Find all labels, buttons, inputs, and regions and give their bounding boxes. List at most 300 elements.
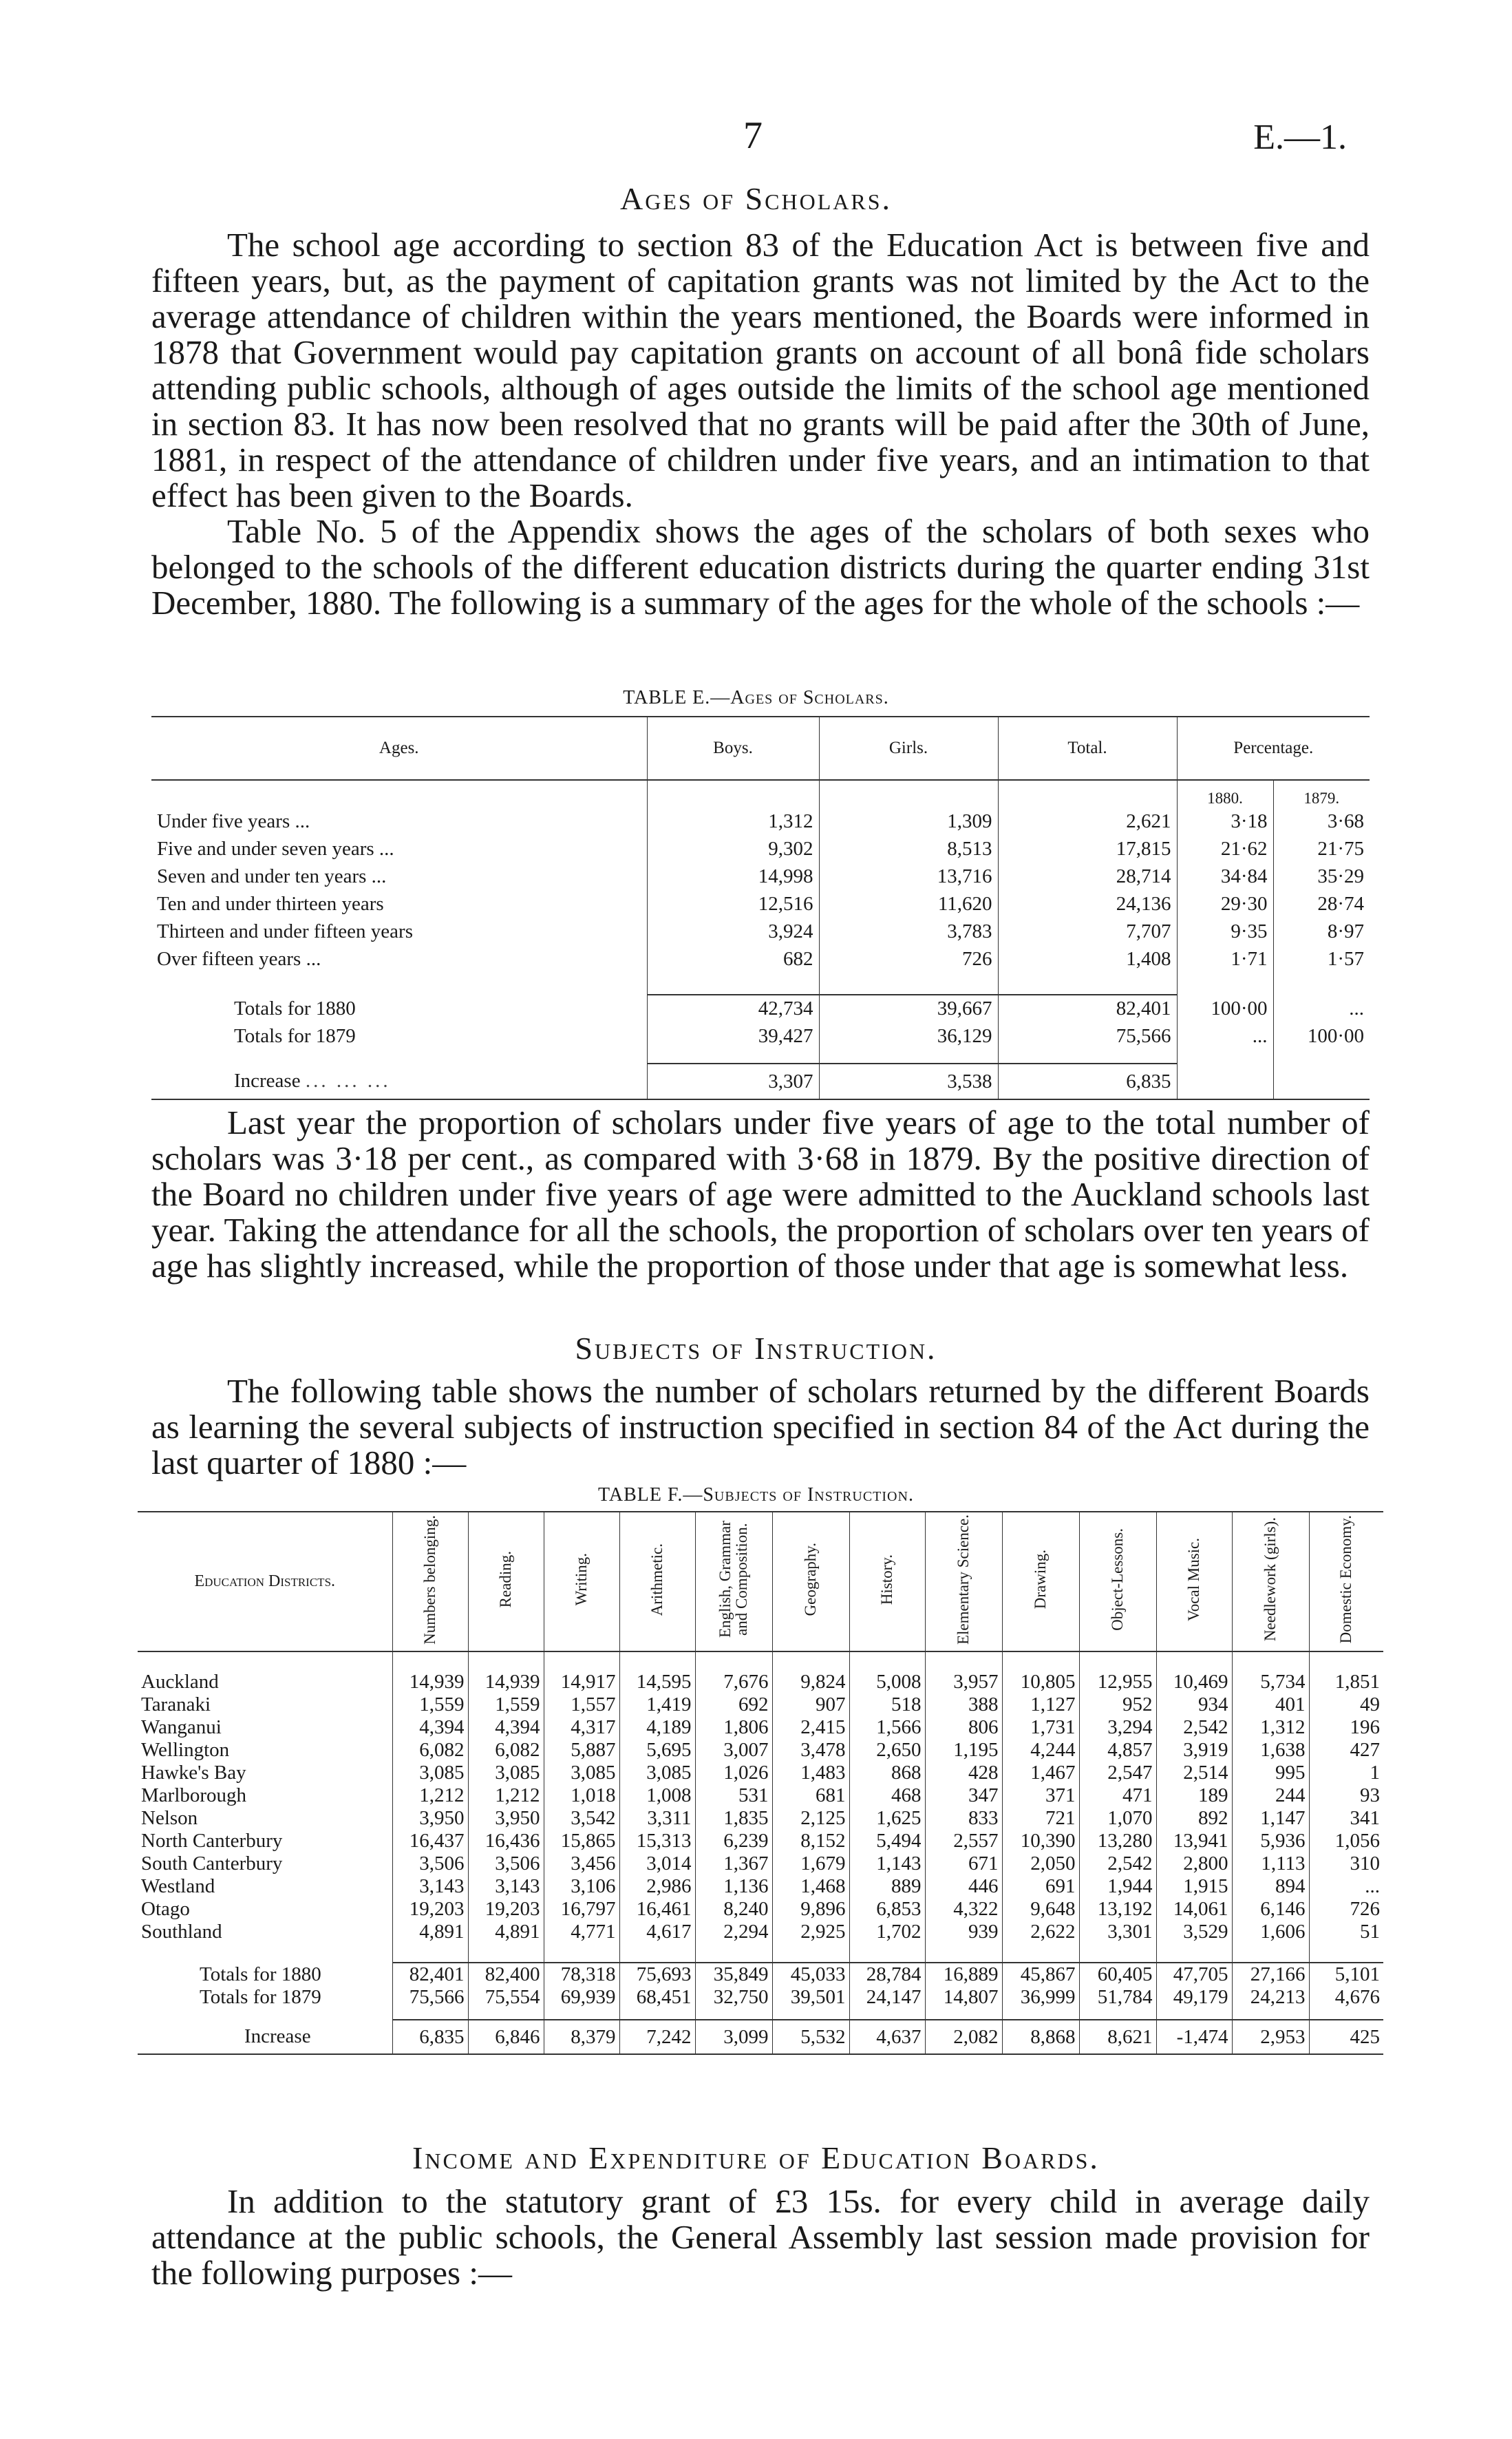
table-e-totals-boys: 39,427	[647, 1022, 819, 1050]
table-e-cell-boys: 3,924	[647, 918, 819, 945]
table-e-caption-prefix: TABLE E.—	[623, 687, 731, 708]
table-f-cell: 4,317	[544, 1716, 619, 1739]
table-e-cell-total: 17,815	[998, 835, 1177, 863]
table-f-cell: 3,311	[619, 1807, 695, 1830]
table-f-increase-cell: 5,532	[772, 2020, 849, 2054]
table-f-header-9	[1002, 1512, 1079, 1651]
table-f-cell: 1,467	[1002, 1762, 1079, 1784]
table-f-totals-cell: 60,405	[1079, 1963, 1156, 1986]
table-f-cell: 1,113	[1232, 1852, 1309, 1875]
table-f-cell: 939	[925, 1921, 1002, 1943]
table-f-cell: 3,542	[544, 1807, 619, 1830]
table-f-cell: 894	[1232, 1875, 1309, 1898]
table-f-increase-cell: 6,835	[392, 2020, 468, 2054]
table-f-cell: 51	[1309, 1921, 1383, 1943]
table-e-cell-girls: 1,309	[819, 807, 998, 835]
table-f-cell: 2,925	[772, 1921, 849, 1943]
table-f-row	[138, 1852, 1383, 1875]
table-f-district: Westland	[141, 1875, 215, 1897]
table-f-cell: 1,468	[772, 1875, 849, 1898]
table-f-cell: 1,070	[1079, 1807, 1156, 1830]
table-f-cell: 721	[1002, 1807, 1079, 1830]
table-f-increase-cell: 2,953	[1232, 2020, 1309, 2054]
ages-paragraph-2: Table No. 5 of the Appendix shows the ages of the scholars of both sexes who belonged to the schools of the different education districts during the quarter ending 31st December, 1880. The following is a summary of the ages for the whole of the schools :—	[151, 512, 1370, 622]
table-e-row	[151, 890, 1370, 918]
table-f-cell: 531	[695, 1784, 772, 1807]
table-f-cell: 2,986	[619, 1875, 695, 1898]
table-f-totals-cell: 45,033	[772, 1963, 849, 1986]
table-f-district: Wellington	[141, 1739, 230, 1761]
income-text	[151, 2184, 1370, 2291]
table-f-totals-cell: 36,999	[1002, 1986, 1079, 2009]
table-f-cell: 1,806	[695, 1716, 772, 1739]
table-f-district: North Canterbury	[141, 1830, 283, 1852]
table-f-cell: 5,734	[1232, 1671, 1309, 1693]
table-f-cell: 1,566	[849, 1716, 925, 1739]
table-e-row-label: Ten and under thirteen years	[157, 892, 384, 915]
table-f-header-10	[1079, 1512, 1156, 1651]
table-e-header-girls: Girls.	[819, 717, 998, 780]
table-f-cell: 726	[1309, 1898, 1383, 1921]
table-f-increase-cell: 8,621	[1079, 2020, 1156, 2054]
table-f-cell: 3,085	[619, 1762, 695, 1784]
table-f-cell: 3,085	[544, 1762, 619, 1784]
table-e-cell-girls: 3,783	[819, 918, 998, 945]
table-f-cell: 4,394	[392, 1716, 468, 1739]
table-e-header-total: Total.	[998, 717, 1177, 780]
table-f-header-label: Arithmetic.	[648, 1543, 666, 1616]
table-f-cell: 3,143	[468, 1875, 544, 1898]
table-e-year-1879: 1879.	[1273, 780, 1370, 807]
table-e-cell-p1879: 21·75	[1273, 835, 1370, 863]
table-e-totals-p1879: ...	[1273, 995, 1370, 1022]
table-f-row	[138, 1716, 1383, 1739]
table-f-increase-cell: 425	[1309, 2020, 1383, 2054]
table-e-header-row	[151, 717, 1370, 780]
table-f-cell: 4,617	[619, 1921, 695, 1943]
table-f-row	[138, 1739, 1383, 1762]
table-f-cell: 1,147	[1232, 1807, 1309, 1830]
table-f-cell: 3,950	[392, 1807, 468, 1830]
table-f-cell: 14,939	[392, 1671, 468, 1693]
table-e-cell-p1879: 28·74	[1273, 890, 1370, 918]
table-f-header-label: Elementary Science.	[955, 1514, 972, 1645]
table-f-increase-label: Increase	[244, 2025, 311, 2047]
table-f-cell: 9,648	[1002, 1898, 1079, 1921]
table-e-cell-boys: 9,302	[647, 835, 819, 863]
table-f-cell: 1,056	[1309, 1830, 1383, 1852]
page-number: 7	[743, 114, 763, 157]
table-f-cell: 401	[1232, 1693, 1309, 1716]
table-e-cell-p1879: 1·57	[1273, 945, 1370, 973]
table-f-cell: 1,915	[1156, 1875, 1232, 1898]
table-f-cell: 1,625	[849, 1807, 925, 1830]
table-f-cell: 3,085	[392, 1762, 468, 1784]
table-f-row	[138, 1784, 1383, 1807]
table-f-cell: 1,018	[544, 1784, 619, 1807]
table-f-cell: 4,394	[468, 1716, 544, 1739]
table-e-totals-row	[151, 995, 1370, 1022]
table-e-totals-row	[151, 1022, 1370, 1050]
ages-heading: Ages of Scholars.	[619, 181, 893, 216]
table-f-header-label: Domestic Economy.	[1337, 1515, 1355, 1644]
table-f-header-4	[619, 1512, 695, 1651]
table-f-header-label: Needlework (girls).	[1261, 1517, 1279, 1642]
table-f-cell: 1,638	[1232, 1739, 1309, 1762]
table-e-totals-p1879: 100·00	[1273, 1022, 1370, 1050]
table-f-totals-label: Totals for 1880	[200, 1963, 321, 1985]
table-f-cell: 5,936	[1232, 1830, 1309, 1852]
table-e-totals-label: Totals for 1880	[234, 997, 356, 1020]
table-f-totals-cell: 82,401	[392, 1963, 468, 1986]
table-f-row	[138, 1693, 1383, 1716]
table-e-cell-boys: 682	[647, 945, 819, 973]
table-f-caption-prefix: TABLE F.—	[598, 1484, 703, 1506]
table-f-cell: 1,143	[849, 1852, 925, 1875]
table-e-cell-boys: 1,312	[647, 807, 819, 835]
table-f-cell: 16,437	[392, 1830, 468, 1852]
table-e-row	[151, 918, 1370, 945]
table-f-row	[138, 1898, 1383, 1921]
table-f-cell: 1,679	[772, 1852, 849, 1875]
ages-paragraph-3: Last year the proportion of scholars under five years of age to the total number of scholars was 3·18 per cent., as compared with 3·68 in 1879. By the positive direction of the Board no children under five years of age were admitted to the Auckland schools last year. Taking the attendance for all the schools, the proportion of scholars over ten years of age has slightly increased, while the proportion of those under that age is somewhat less.	[151, 1104, 1370, 1285]
table-f-totals-cell: 24,147	[849, 1986, 925, 2009]
table-f-totals-cell: 27,166	[1232, 1963, 1309, 1986]
table-e-row	[151, 835, 1370, 863]
table-f-totals-cell: 39,501	[772, 1986, 849, 2009]
table-e-year-row	[151, 780, 1370, 807]
table-f-cell: ...	[1309, 1875, 1383, 1898]
table-f-header-8	[925, 1512, 1002, 1651]
table-f-district: Wanganui	[141, 1716, 222, 1738]
table-f	[138, 1511, 1383, 2055]
table-f-district: Marlborough	[141, 1784, 247, 1806]
table-f-cell: 189	[1156, 1784, 1232, 1807]
table-f-cell: 1,212	[468, 1784, 544, 1807]
table-f-cell: 310	[1309, 1852, 1383, 1875]
table-f-caption	[0, 1484, 1512, 1506]
table-f-increase-cell: 3,099	[695, 2020, 772, 2054]
table-f-header-label: Object-Lessons.	[1109, 1528, 1126, 1631]
table-f-header-label: Drawing.	[1032, 1550, 1049, 1609]
table-f-district: South Canterbury	[141, 1852, 283, 1875]
table-e-cell-p1880: 1·71	[1177, 945, 1273, 973]
table-f-cell: 4,244	[1002, 1739, 1079, 1762]
table-f-cell: 6,082	[392, 1739, 468, 1762]
table-f-cell: 692	[695, 1693, 772, 1716]
table-e-increase-girls: 3,538	[819, 1064, 998, 1099]
table-f-cell: 2,547	[1079, 1762, 1156, 1784]
table-f-cell: 952	[1079, 1693, 1156, 1716]
table-f-row	[138, 1830, 1383, 1852]
table-f-cell: 14,595	[619, 1671, 695, 1693]
table-f-cell: 16,436	[468, 1830, 544, 1852]
table-e-cell-girls: 11,620	[819, 890, 998, 918]
table-f-cell: 1,127	[1002, 1693, 1079, 1716]
table-f-header-3	[544, 1512, 619, 1651]
table-f-cell: 2,294	[695, 1921, 772, 1943]
table-f-cell: 9,824	[772, 1671, 849, 1693]
table-f-row	[138, 1807, 1383, 1830]
table-e-totals-girls: 36,129	[819, 1022, 998, 1050]
table-f-cell: 4,891	[392, 1921, 468, 1943]
table-f-header-1	[392, 1512, 468, 1651]
table-f-header-6	[772, 1512, 849, 1651]
table-f-cell: 1,195	[925, 1739, 1002, 1762]
table-f-cell: 691	[1002, 1875, 1079, 1898]
table-f-cell: 2,125	[772, 1807, 849, 1830]
table-e-row-label: Seven and under ten years ...	[157, 865, 387, 887]
table-e-totals-boys: 42,734	[647, 995, 819, 1022]
table-f-totals-cell: 14,807	[925, 1986, 1002, 2009]
table-f-cell: 2,542	[1079, 1852, 1156, 1875]
table-f-cell: 3,007	[695, 1739, 772, 1762]
table-f-cell: 3,014	[619, 1852, 695, 1875]
table-f-cell: 1,559	[392, 1693, 468, 1716]
table-e-year-1880: 1880.	[1177, 780, 1273, 807]
table-f-totals-row	[138, 1963, 1383, 1986]
table-e-header-ages: Ages.	[379, 739, 419, 757]
table-f-increase-cell: 7,242	[619, 2020, 695, 2054]
table-e-totals-girls: 39,667	[819, 995, 998, 1022]
table-f-totals-cell: 78,318	[544, 1963, 619, 1986]
table-f-cell: 3,950	[468, 1807, 544, 1830]
table-f-cell: 5,494	[849, 1830, 925, 1852]
table-f-cell: 1,606	[1232, 1921, 1309, 1943]
table-e-row-label: Five and under seven years ...	[157, 837, 394, 860]
table-f-totals-cell: 32,750	[695, 1986, 772, 2009]
table-f-cell: 9,896	[772, 1898, 849, 1921]
table-f-cell: 1,419	[619, 1693, 695, 1716]
table-f-cell: 12,955	[1079, 1671, 1156, 1693]
table-f-increase-cell: -1,474	[1156, 2020, 1232, 2054]
table-f-cell: 1,026	[695, 1762, 772, 1784]
table-f-header-2	[468, 1512, 544, 1651]
table-e-row	[151, 945, 1370, 973]
table-f-cell: 7,676	[695, 1671, 772, 1693]
table-f-cell: 1,312	[1232, 1716, 1309, 1739]
table-f-increase-cell: 8,868	[1002, 2020, 1079, 2054]
table-f-header-row	[138, 1512, 1383, 1651]
table-f-increase-cell: 4,637	[849, 2020, 925, 2054]
table-f-cell: 3,529	[1156, 1921, 1232, 1943]
table-e-cell-total: 7,707	[998, 918, 1177, 945]
income-heading: Income and Expenditure of Education Boards.	[412, 2140, 1100, 2175]
table-f-increase-row	[138, 2020, 1383, 2054]
table-f-cell: 3,478	[772, 1739, 849, 1762]
table-f-cell: 1,835	[695, 1807, 772, 1830]
table-f-totals-cell: 28,784	[849, 1963, 925, 1986]
table-f-cell: 2,415	[772, 1716, 849, 1739]
table-f-header-0	[138, 1512, 392, 1651]
table-f-increase-cell: 8,379	[544, 2020, 619, 2054]
table-f-header-label: Vocal Music.	[1185, 1538, 1202, 1621]
table-f-cell: 2,557	[925, 1830, 1002, 1852]
table-e-cell-boys: 14,998	[647, 863, 819, 890]
table-e-cell-total: 2,621	[998, 807, 1177, 835]
table-f-cell: 15,313	[619, 1830, 695, 1852]
subjects-paragraph: The following table shows the number of scholars returned by the different Boards as learning the several subjects of instruction specified in section 84 of the Act during the last quarter of 1880 :—	[151, 1372, 1370, 1481]
table-f-caption-title: Subjects of Instruction.	[703, 1484, 914, 1506]
table-f-cell: 19,203	[392, 1898, 468, 1921]
table-f-row	[138, 1875, 1383, 1898]
table-f-totals-cell: 16,889	[925, 1963, 1002, 1986]
table-f-increase-cell: 6,846	[468, 2020, 544, 2054]
table-e-cell-p1880: 3·18	[1177, 807, 1273, 835]
table-f-totals-cell: 47,705	[1156, 1963, 1232, 1986]
table-f-cell: 347	[925, 1784, 1002, 1807]
table-f-totals-cell: 45,867	[1002, 1963, 1079, 1986]
table-f-cell: 16,461	[619, 1898, 695, 1921]
table-f-cell: 4,771	[544, 1921, 619, 1943]
table-e-cell-girls: 8,513	[819, 835, 998, 863]
table-f-cell: 1,557	[544, 1693, 619, 1716]
table-e-cell-p1879: 8·97	[1273, 918, 1370, 945]
table-f-cell: 10,805	[1002, 1671, 1079, 1693]
table-f-cell: 868	[849, 1762, 925, 1784]
table-f-totals-row	[138, 1986, 1383, 2009]
table-f-cell: 2,514	[1156, 1762, 1232, 1784]
table-f-cell: 1,944	[1079, 1875, 1156, 1898]
table-f-cell: 3,143	[392, 1875, 468, 1898]
table-f-cell: 341	[1309, 1807, 1383, 1830]
table-f-cell: 5,887	[544, 1739, 619, 1762]
table-f-cell: 995	[1232, 1762, 1309, 1784]
table-f-cell: 1,851	[1309, 1671, 1383, 1693]
table-f-cell: 10,390	[1002, 1830, 1079, 1852]
table-f-cell: 4,189	[619, 1716, 695, 1739]
table-f-cell: 244	[1232, 1784, 1309, 1807]
table-f-cell: 934	[1156, 1693, 1232, 1716]
table-f-cell: 446	[925, 1875, 1002, 1898]
table-f-district: Taranaki	[141, 1693, 211, 1715]
table-f-cell: 10,469	[1156, 1671, 1232, 1693]
table-e-cell-p1880: 29·30	[1177, 890, 1273, 918]
table-f-cell: 13,280	[1079, 1830, 1156, 1852]
table-f-cell: 428	[925, 1762, 1002, 1784]
table-f-cell: 6,239	[695, 1830, 772, 1852]
table-f-header-label: Numbers belonging.	[421, 1514, 438, 1645]
table-f-cell: 4,857	[1079, 1739, 1156, 1762]
table-f-cell: 2,050	[1002, 1852, 1079, 1875]
table-e-cell-total: 28,714	[998, 863, 1177, 890]
table-f-cell: 3,957	[925, 1671, 1002, 1693]
table-f-header-label: English, Grammar and Composition.	[716, 1521, 750, 1638]
table-e-header-boys: Boys.	[647, 717, 819, 780]
table-f-district: Nelson	[141, 1807, 198, 1829]
table-f-cell: 907	[772, 1693, 849, 1716]
table-f-header-label: Education Districts.	[194, 1572, 336, 1590]
table-f-cell: 3,919	[1156, 1739, 1232, 1762]
subjects-text	[151, 1373, 1370, 1481]
ages-text	[151, 227, 1370, 621]
table-f-cell: 427	[1309, 1739, 1383, 1762]
table-f-cell: 4,891	[468, 1921, 544, 1943]
table-f-cell: 3,456	[544, 1852, 619, 1875]
table-f-cell: 671	[925, 1852, 1002, 1875]
table-e-row-label: Over fifteen years ...	[157, 947, 321, 970]
table-f-totals-cell: 82,400	[468, 1963, 544, 1986]
table-f-header-7	[849, 1512, 925, 1651]
table-e-totals-p1880: 100·00	[1177, 995, 1273, 1022]
table-f-cell: 14,939	[468, 1671, 544, 1693]
table-f-totals-cell: 68,451	[619, 1986, 695, 2009]
table-f-row	[138, 1921, 1383, 1943]
table-f-cell: 1,367	[695, 1852, 772, 1875]
table-e-cell-p1880: 21·62	[1177, 835, 1273, 863]
table-f-cell: 196	[1309, 1716, 1383, 1739]
table-e-caption	[0, 687, 1512, 709]
table-e-cell-girls: 726	[819, 945, 998, 973]
document-reference: E.—1.	[1253, 118, 1347, 157]
table-f-header-label: Reading.	[497, 1551, 514, 1608]
table-e-row-label: Under five years ...	[157, 810, 310, 832]
table-f-cell: 2,800	[1156, 1852, 1232, 1875]
table-e-cell-boys: 12,516	[647, 890, 819, 918]
table-f-cell: 1,702	[849, 1921, 925, 1943]
table-f-totals-label: Totals for 1879	[200, 1986, 321, 2008]
table-f-cell: 5,008	[849, 1671, 925, 1693]
table-e-row	[151, 807, 1370, 835]
table-e-totals-total: 82,401	[998, 995, 1177, 1022]
table-e-row	[151, 863, 1370, 890]
table-f-cell: 1,136	[695, 1875, 772, 1898]
table-f-cell: 371	[1002, 1784, 1079, 1807]
table-f-totals-cell: 75,693	[619, 1963, 695, 1986]
table-f-header-12	[1232, 1512, 1309, 1651]
table-f-cell: 468	[849, 1784, 925, 1807]
table-f-cell: 8,240	[695, 1898, 772, 1921]
table-f-cell: 14,917	[544, 1671, 619, 1693]
table-e-increase-total: 6,835	[998, 1064, 1177, 1099]
table-f-cell: 388	[925, 1693, 1002, 1716]
table-e-totals-label: Totals for 1879	[234, 1024, 356, 1047]
table-f-cell: 3,106	[544, 1875, 619, 1898]
table-f-cell: 1,212	[392, 1784, 468, 1807]
table-f-cell: 13,192	[1079, 1898, 1156, 1921]
table-f-cell: 889	[849, 1875, 925, 1898]
table-e-header-percentage: Percentage.	[1177, 717, 1370, 780]
table-e-cell-p1879: 3·68	[1273, 807, 1370, 835]
table-f-cell: 2,622	[1002, 1921, 1079, 1943]
table-f-cell: 1,008	[619, 1784, 695, 1807]
table-f-row	[138, 1671, 1383, 1693]
table-f-cell: 15,865	[544, 1830, 619, 1852]
table-e-increase-label: Increase ... ... ...	[234, 1070, 391, 1092]
table-e-caption-title: Ages of Scholars.	[730, 687, 889, 708]
table-e-cell-p1880: 9·35	[1177, 918, 1273, 945]
table-f-cell: 3,085	[468, 1762, 544, 1784]
table-f-totals-cell: 5,101	[1309, 1963, 1383, 1986]
table-f-totals-cell: 4,676	[1309, 1986, 1383, 2009]
table-e-cell-total: 1,408	[998, 945, 1177, 973]
table-f-totals-cell: 49,179	[1156, 1986, 1232, 2009]
table-e-cell-p1879: 35·29	[1273, 863, 1370, 890]
table-f-cell: 518	[849, 1693, 925, 1716]
table-f-cell: 19,203	[468, 1898, 544, 1921]
table-e-totals-total: 75,566	[998, 1022, 1177, 1050]
table-f-cell: 6,146	[1232, 1898, 1309, 1921]
table-f-cell: 49	[1309, 1693, 1383, 1716]
table-e-row-label: Thirteen and under fifteen years	[157, 920, 413, 942]
table-f-cell: 93	[1309, 1784, 1383, 1807]
table-f-cell: 1	[1309, 1762, 1383, 1784]
table-f-row	[138, 1762, 1383, 1784]
table-f-header-label: Geography.	[802, 1543, 819, 1616]
table-f-totals-cell: 75,554	[468, 1986, 544, 2009]
table-f-district: Otago	[141, 1898, 190, 1920]
table-f-cell: 833	[925, 1807, 1002, 1830]
